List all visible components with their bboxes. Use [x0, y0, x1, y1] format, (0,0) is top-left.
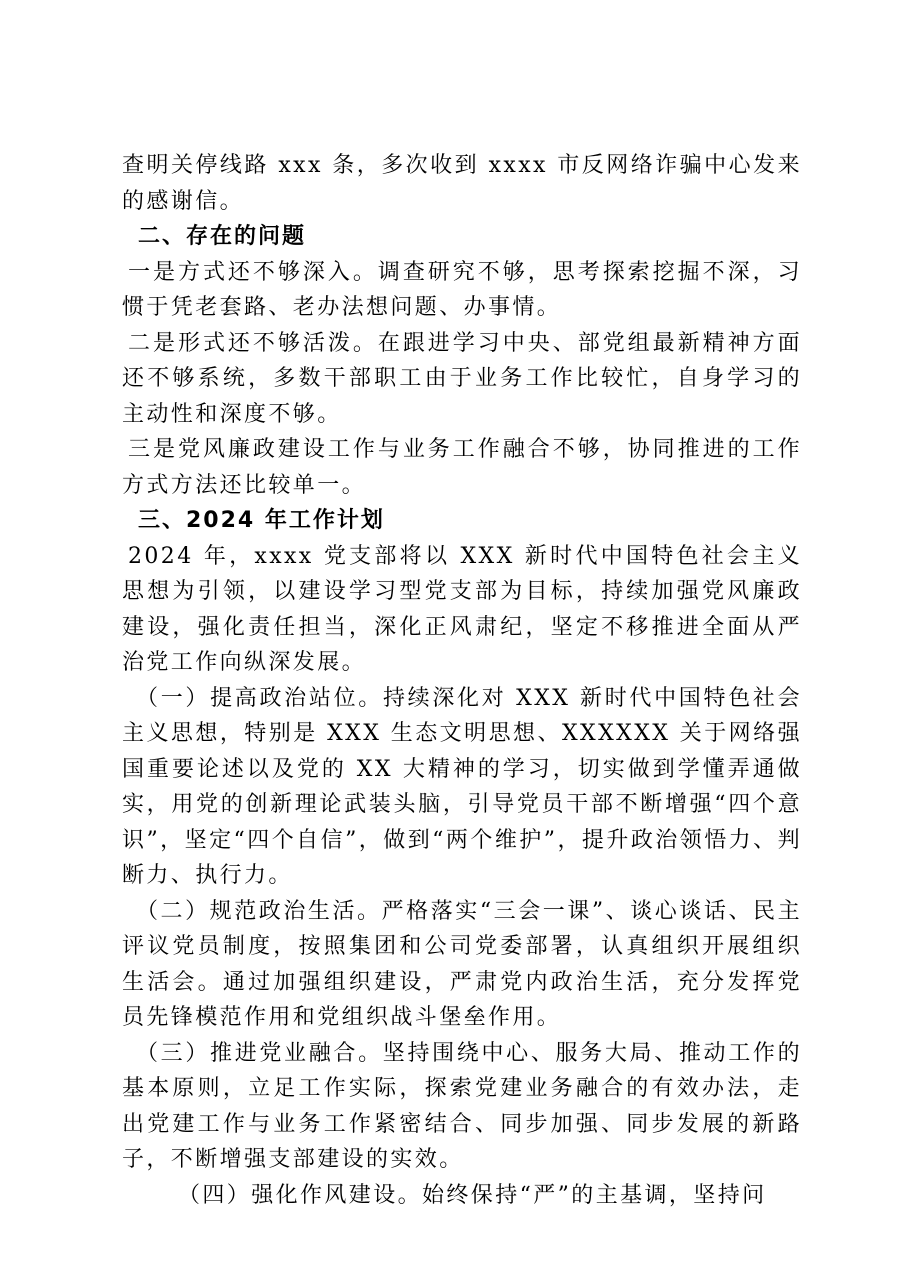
paragraph-plan-1: （一）提高政治站位。持续深化对 XXX 新时代中国特色社会主义思想，特别是 XXX 生态文明思想、XXXXXX 关于网络强国重要论述以及党的 XX 大精神的学习，切实做到学懂弄通做实，用党的创新理论武装头脑，引导党员干部不断增强“四个意识”，坚定“四个自信”，做到“两个维护”，提升政治领悟力、判断力、执行力。: [122, 685, 802, 888]
paragraph-plan-4: （四）强化作风建设。始终保持“严”的主基调，坚持问: [178, 1182, 767, 1208]
paragraph-plan-2: （二）规范政治生活。严格落实“三会一课”、谈心谈话、民主评议党员制度，按照集团和公司党委部署，认真组织开展组织生活会。通过加强组织建设，严肃党内政治生活，充分发挥党员先锋模范作用和党组织战斗堡垒作用。: [122, 898, 802, 1030]
paragraph-plan-intro: 2024 年，xxxx 党支部将以 XXX 新时代中国特色社会主义思想为引领，以建设学习型党支部为目标，持续加强党风廉政建设，强化责任担当，深化正风肃纪，坚定不移推进全面从严治党工作向纵深发展。: [122, 543, 802, 675]
paragraph-problem-3: 三是党风廉政建设工作与业务工作融合不够，协同推进的工作方式方法还比较单一。: [122, 437, 802, 498]
paragraph-plan-3: （三）推进党业融合。坚持围绕中心、服务大局、推动工作的基本原则，立足工作实际，探索党建业务融合的有效办法，走出党建工作与业务工作紧密结合、同步加强、同步发展的新路子，不断增强支部建设的实效。: [122, 1040, 802, 1172]
section-heading-plan: 三、2024 年工作计划: [138, 508, 385, 533]
document-body: [122, 148, 802, 1213]
paragraph-problem-2: 二是形式还不够活泼。在跟进学习中央、部党组最新精神方面还不够系统，多数干部职工由于业务工作比较忙，自身学习的主动性和深度不够。: [122, 330, 802, 427]
paragraph-continuation: 查明关停线路 xxx 条，多次收到 xxxx 市反网络诈骗中心发来的感谢信。: [122, 153, 802, 214]
paragraph-problem-1: 一是方式还不够深入。调查研究不够，思考探索挖掘不深，习惯于凭老套路、老办法想问题、办事情。: [122, 259, 802, 320]
section-heading-problems: 二、存在的问题: [138, 224, 307, 249]
